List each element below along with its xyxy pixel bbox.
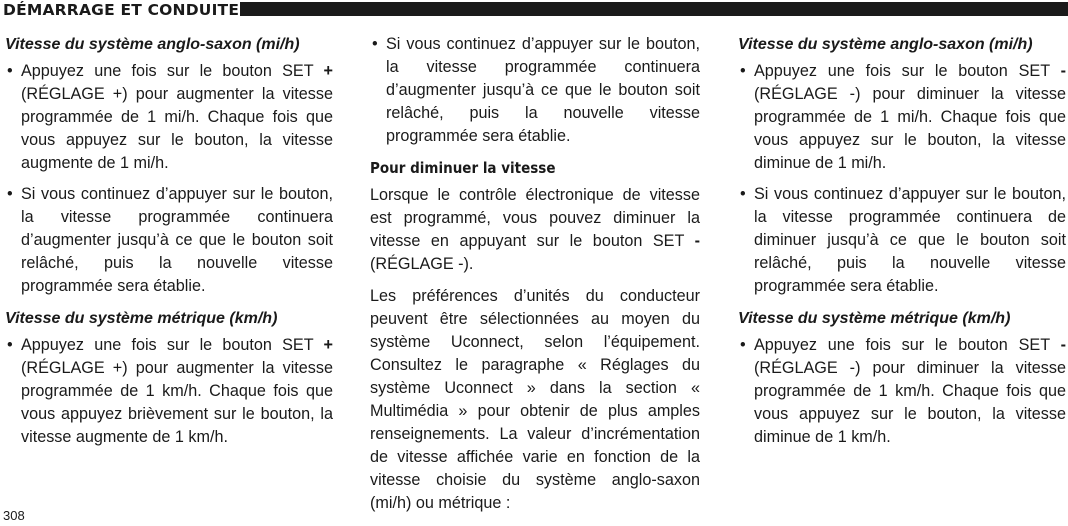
column-right: [738, 33, 1066, 458]
plus-symbol: +: [323, 62, 333, 80]
heading-imperial-speed: Vitesse du système anglo-saxon (mi/h): [5, 36, 300, 53]
list-item: • Si vous continuez d’appuyer sur le bouton, la vitesse programmée continuera d’augmenter jusqu’à ce que le bouton soit relâché, puis la nouvelle vitesse programmée sera établie.: [370, 33, 700, 148]
page-number: 308: [3, 508, 25, 523]
paragraph: [370, 184, 700, 276]
minus-symbol: -: [1060, 336, 1066, 354]
minus-symbol: -: [694, 232, 700, 250]
list-item: [5, 334, 333, 449]
list-item: [738, 334, 1066, 449]
section-title: DÉMARRAGE ET CONDUITE: [3, 1, 240, 19]
list-item: • Si vous continuez d’appuyer sur le bouton, la vitesse programmée continuera de diminuer jusqu’à ce que le bouton soit relâché, puis la nouvelle vitesse programmée sera établie.: [738, 183, 1066, 298]
page-header: [0, 0, 1068, 20]
header-rule: [240, 2, 1068, 16]
bullet-list: [738, 60, 1066, 298]
text-run: Appuyez une fois sur le bouton SET: [754, 336, 1061, 354]
list-item: [738, 60, 1066, 175]
heading-imperial-speed: Vitesse du système anglo-saxon (mi/h): [738, 36, 1033, 53]
heading-decrease-speed: Pour diminuer la vitesse: [370, 159, 556, 177]
column-left: [5, 33, 333, 458]
heading-metric-speed: Vitesse du système métrique (km/h): [738, 310, 1011, 327]
heading-metric-speed: Vitesse du système métrique (km/h): [5, 310, 278, 327]
text-run: Appuyez une fois sur le bouton SET: [754, 62, 1061, 80]
text-run: (RÉGLAGE -) pour diminuer la vitesse programmée de 1 km/h. Chaque fois que vous appuyez sur le bouton, la vitesse diminue de 1 km/h.: [754, 359, 1066, 446]
text-run: Appuyez une fois sur le bouton SET: [21, 62, 324, 80]
text-run: (RÉGLAGE -).: [370, 255, 474, 273]
text-run: (RÉGLAGE +) pour augmenter la vitesse programmée de 1 km/h. Chaque fois que vous appuyez brièvement sur le bouton, la vitesse augmente de 1 km/h.: [21, 359, 333, 446]
plus-symbol: +: [323, 336, 333, 354]
bullet-list: [5, 60, 333, 298]
text-run: (RÉGLAGE +) pour augmenter la vitesse programmée de 1 mi/h. Chaque fois que vous appuyez sur le bouton, la vitesse augmente de 1 mi/h.: [21, 85, 333, 172]
bullet-list: [5, 334, 333, 449]
minus-symbol: -: [1060, 62, 1066, 80]
text-run: (RÉGLAGE -) pour diminuer la vitesse programmée de 1 mi/h. Chaque fois que vous appuyez sur le bouton, la vitesse diminue de 1 mi/h.: [754, 85, 1066, 172]
text-run: Appuyez une fois sur le bouton SET: [21, 336, 324, 354]
text-run: Lorsque le contrôle électronique de vitesse est programmé, vous pouvez diminuer la vitesse en appuyant sur le bouton SET: [370, 186, 700, 250]
bullet-list: [370, 33, 700, 148]
list-item: • Si vous continuez d’appuyer sur le bouton, la vitesse programmée continuera d’augmenter jusqu’à ce que le bouton soit relâché, puis la nouvelle vitesse programmée sera établie.: [5, 183, 333, 298]
paragraph: Les préférences d’unités du conducteur peuvent être sélectionnées au moyen du système Uconnect, selon l’équipement. Consultez le paragraphe « Réglages du système Uconnect » dans la section « Multimédia » pour obtenir de plus amples renseignements. La valeur d’incrémentation de vitesse affichée varie en fonction de la vitesse choisie du système anglo-saxon (mi/h) ou métrique :: [370, 287, 700, 512]
bullet-list: [738, 334, 1066, 449]
column-middle: [370, 33, 700, 524]
list-item: [5, 60, 333, 175]
